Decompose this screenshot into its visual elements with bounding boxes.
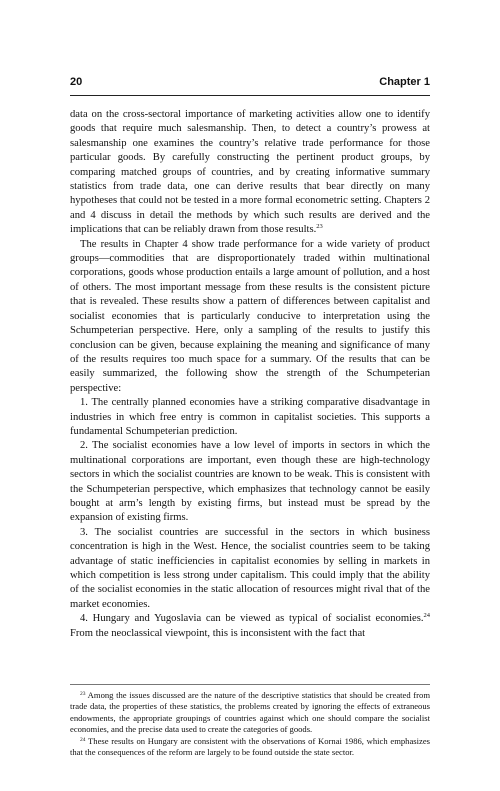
page-number: 20: [70, 76, 83, 88]
body-text: [70, 108, 430, 641]
footnotes: [70, 690, 430, 758]
paragraph-1: The results in Chapter 4 show trade performance for a wide variety of product groups—commodities that are disproportionately traded within multinational corporations, goods whose production entails a large amount of pollution, and a host of others. The most important message from these results is the consistent picture that is revealed. These results show a pattern of differences between capitalist and socialist economies that is particularly conducive to interpretation using the Schumpeterian perspective. Here, only a sampling of the results to justify this conclusion can be given, because explaining the meaning and significance of many of the results requires too much space for a summary. Of the results that can be easily summarized, the following show the strength of the Schumpeterian perspective:: [70, 238, 430, 394]
list-item-3: 3. The socialist countries are successful in the sectors in which business concentration is high in the West. Hence, the socialist countries seem to be taking advantage of static inefficiencies in capitalist economies by selling in markets in which competition is less strong under capitalism. This could imply that the ability of the socialist economies in the static allocation of resources might rival that of the market economies.: [70, 526, 430, 610]
footnote-rule: [70, 684, 430, 685]
footnote-23: $^{23}$ Among the issues discussed are the nature of the descriptive statistics that should be created from trade data, the properties of these statistics, the problems created by ignoring the effects of extraneous endowments, the appropriate groupings of countries against which one should compare the socialist economies, and the precise data used to create the categories of goods.: [70, 690, 430, 735]
footnote-ref-24: 24: [423, 612, 430, 620]
running-header: [70, 76, 430, 90]
paragraph-0: data on the cross-sectoral importance of marketing activities allow one to identify goods that require much salesmanship. Then, to detect a country’s prowess at salesmanship one examines the country’s relative trade performance for those particular goods. By carefully constructing the pertinent product groups, by comparing matched groups of countries, and by creating informative summary statistics from trade data, one can derive results that bear directly on many hypotheses that could not be tested in a more formal econometric setting. Chapters 2 and 4 discuss in detail the methods by which such results are derived and the implications that can be reliably drawn from those results.$^{23}$: [70, 109, 430, 236]
chapter-title: Chapter 1: [379, 76, 430, 88]
list-item-4: 4. Hungary and Yugoslavia can be viewed as typical of socialist economies.$^{24}$ From the neoclassical viewpoint, this is inconsistent with the fact that: [70, 612, 430, 639]
footnote-24: $^{24}$ These results on Hungary are consistent with the observations of Kornai 1986, which emphasizes that the consequences of the reform are largely to be found outside the state sector.: [70, 735, 430, 758]
list-item-1: 1. The centrally planned economies have a striking comparative disadvantage in industries in which free entry is common in capitalist societies. This supports a fundamental Schumpeterian prediction.: [70, 397, 430, 437]
header-rule: [70, 95, 430, 96]
footnote-ref-23: 23: [316, 223, 323, 231]
list-item-2: 2. The socialist economies have a low level of imports in sectors in which the multinational corporations are important, even though these are high-technology sectors in which the socialist countries are known to be weak. This is consistent with the Schumpeterian perspective, which emphasizes that technology cannot be easily bought at arm’s length by existing firms, but instead must be spread by the expansion of existing firms.: [70, 440, 430, 524]
